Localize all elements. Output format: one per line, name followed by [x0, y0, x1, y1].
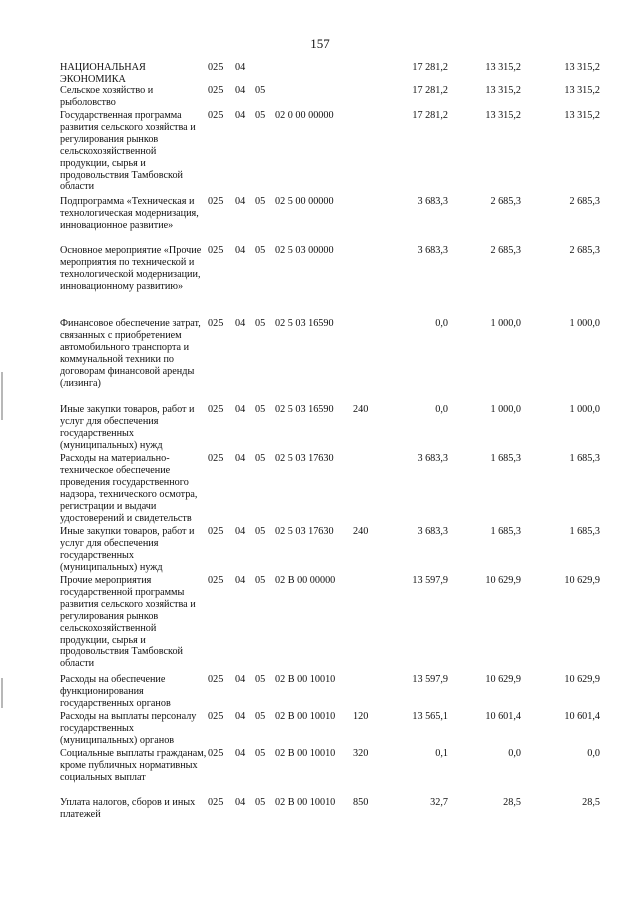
- table-row: [60, 748, 600, 797]
- row-name: Государственная программа развития сельского хозяйства и регулирования рынков сельскохозяйственной продукции, сырья и продовольствия Тамбовской области: [60, 110, 196, 193]
- row-vr: 850: [353, 797, 369, 808]
- row-pr: 05: [255, 575, 266, 586]
- row-year1: 3 683,3: [417, 196, 448, 207]
- row-cs: 02 5 03 16590: [275, 318, 334, 329]
- row-pr: 05: [255, 110, 266, 121]
- row-pr: 05: [255, 453, 266, 464]
- row-pr: 05: [255, 318, 266, 329]
- row-gr: 025: [208, 404, 224, 415]
- row-year3: 10 629,9: [564, 575, 600, 586]
- row-name: Подпрограмма «Техническая и технологическая модернизация, инновационное развитие»: [60, 196, 199, 231]
- row-year1: 0,0: [435, 318, 448, 329]
- row-year3: 13 315,2: [564, 85, 600, 96]
- row-cs: 02 В 00 10010: [275, 797, 336, 808]
- row-cs: 02 5 03 17630: [275, 453, 334, 464]
- row-pr: 05: [255, 674, 266, 685]
- row-year2: 1 000,0: [490, 404, 521, 415]
- row-year1: 13 597,9: [412, 674, 448, 685]
- row-gr: 025: [208, 245, 224, 256]
- row-name: Расходы на материально-техническое обеспечение проведения государственного надзора, технического осмотра, регистрации и выдачи удостоверений и свидетельств: [60, 453, 198, 524]
- row-gr: 025: [208, 110, 224, 121]
- row-gr: 025: [208, 318, 224, 329]
- row-year1: 17 281,2: [412, 85, 448, 96]
- row-year1: 17 281,2: [412, 62, 448, 73]
- row-name: Уплата налогов, сборов и иных платежей: [60, 797, 196, 820]
- row-gr: 025: [208, 196, 224, 207]
- row-year3: 1 685,3: [569, 526, 600, 537]
- row-name: Основное мероприятие «Прочие мероприятия по технической и технологической модернизации, инновационному развитию»: [60, 245, 202, 292]
- row-year3: 13 315,2: [564, 110, 600, 121]
- row-year2: 10 629,9: [485, 575, 521, 586]
- row-name: Расходы на обеспечение функционирования государственных органов: [60, 674, 171, 709]
- row-gr: 025: [208, 797, 224, 808]
- row-year1: 3 683,3: [417, 526, 448, 537]
- row-gr: 025: [208, 526, 224, 537]
- row-cs: 02 В 00 00000: [275, 575, 336, 586]
- row-year3: 13 315,2: [564, 62, 600, 73]
- table-row: [60, 575, 600, 674]
- table-row: [60, 245, 600, 318]
- row-year3: 0,0: [587, 748, 600, 759]
- row-gr: 025: [208, 748, 224, 759]
- row-pr: 05: [255, 748, 266, 759]
- scan-edge-mark: [1, 678, 3, 708]
- row-gr: 025: [208, 575, 224, 586]
- row-year2: 10 629,9: [485, 674, 521, 685]
- row-year2: 13 315,2: [485, 110, 521, 121]
- row-name: НАЦИОНАЛЬНАЯ ЭКОНОМИКА: [60, 62, 146, 85]
- row-rz: 04: [235, 453, 246, 464]
- row-cs: 02 5 00 00000: [275, 196, 334, 207]
- row-rz: 04: [235, 85, 246, 96]
- row-vr: 120: [353, 711, 369, 722]
- row-year1: 0,0: [435, 404, 448, 415]
- row-pr: 05: [255, 526, 266, 537]
- row-name: Финансовое обеспечение затрат, связанных с приобретением автомобильного транспорта и коммунальной техники по договорам финансовой аренды (лизинга): [60, 318, 201, 389]
- table-row: [60, 453, 600, 526]
- row-name: Иные закупки товаров, работ и услуг для обеспечения государственных (муниципальных) нужд: [60, 526, 195, 573]
- row-gr: 025: [208, 674, 224, 685]
- row-vr: 240: [353, 526, 369, 537]
- row-year1: 17 281,2: [412, 110, 448, 121]
- row-gr: 025: [208, 711, 224, 722]
- row-year2: 1 685,3: [490, 526, 521, 537]
- row-year1: 32,7: [430, 797, 448, 808]
- row-cs: 02 В 00 10010: [275, 711, 336, 722]
- row-year2: 0,0: [508, 748, 521, 759]
- row-cs: 02 5 03 16590: [275, 404, 334, 415]
- row-rz: 04: [235, 110, 246, 121]
- row-vr: 240: [353, 404, 369, 415]
- row-rz: 04: [235, 797, 246, 808]
- row-gr: 025: [208, 85, 224, 96]
- table-row: [60, 196, 600, 245]
- row-year1: 13 597,9: [412, 575, 448, 586]
- row-rz: 04: [235, 575, 246, 586]
- page-number: 157: [310, 36, 330, 51]
- row-year3: 2 685,3: [569, 245, 600, 256]
- row-year2: 2 685,3: [490, 196, 521, 207]
- row-cs: 02 5 03 17630: [275, 526, 334, 537]
- row-name: Социальные выплаты гражданам, кроме публичных нормативных социальных выплат: [60, 748, 207, 783]
- row-pr: 05: [255, 245, 266, 256]
- row-year1: 3 683,3: [417, 453, 448, 464]
- row-year2: 1 000,0: [490, 318, 521, 329]
- table-row: [60, 797, 600, 823]
- row-year2: 1 685,3: [490, 453, 521, 464]
- row-gr: 025: [208, 453, 224, 464]
- row-rz: 04: [235, 62, 246, 73]
- row-cs: 02 0 00 00000: [275, 110, 334, 121]
- row-year3: 1 000,0: [569, 404, 600, 415]
- budget-table: [60, 62, 600, 823]
- row-pr: 05: [255, 797, 266, 808]
- table-row: [60, 526, 600, 575]
- row-vr: 320: [353, 748, 369, 759]
- row-year1: 3 683,3: [417, 245, 448, 256]
- row-rz: 04: [235, 245, 246, 256]
- row-pr: 05: [255, 404, 266, 415]
- row-year2: 13 315,2: [485, 85, 521, 96]
- row-rz: 04: [235, 404, 246, 415]
- row-cs: 02 В 00 10010: [275, 674, 336, 685]
- row-name: Иные закупки товаров, работ и услуг для обеспечения государственных (муниципальных) нужд: [60, 404, 195, 451]
- table-row: [60, 110, 600, 196]
- row-year3: 1 685,3: [569, 453, 600, 464]
- row-rz: 04: [235, 674, 246, 685]
- row-year3: 28,5: [582, 797, 600, 808]
- table-row: [60, 404, 600, 453]
- row-year3: 10 601,4: [564, 711, 600, 722]
- table-row: [60, 674, 600, 711]
- row-year3: 10 629,9: [564, 674, 600, 685]
- table-row: [60, 711, 600, 748]
- row-pr: 05: [255, 196, 266, 207]
- row-pr: 05: [255, 85, 266, 96]
- row-cs: 02 5 03 00000: [275, 245, 334, 256]
- row-rz: 04: [235, 196, 246, 207]
- row-year3: 2 685,3: [569, 196, 600, 207]
- scan-edge-mark: [1, 372, 3, 420]
- table-row: [60, 318, 600, 404]
- row-rz: 04: [235, 748, 246, 759]
- row-rz: 04: [235, 526, 246, 537]
- row-year3: 1 000,0: [569, 318, 600, 329]
- row-name: Расходы на выплаты персоналу государственных (муниципальных) органов: [60, 711, 197, 746]
- row-year2: 2 685,3: [490, 245, 521, 256]
- row-rz: 04: [235, 711, 246, 722]
- row-year1: 13 565,1: [412, 711, 448, 722]
- row-year2: 10 601,4: [485, 711, 521, 722]
- row-cs: 02 В 00 10010: [275, 748, 336, 759]
- row-name: Прочие мероприятия государственной программы развития сельского хозяйства и регулирования рынков сельскохозяйственной продукции, сырья и продовольствия Тамбовской области: [60, 575, 196, 670]
- table-row: [60, 62, 600, 85]
- row-rz: 04: [235, 318, 246, 329]
- row-gr: 025: [208, 62, 224, 73]
- row-name: Сельское хозяйство и рыболовство: [60, 85, 154, 108]
- row-year1: 0,1: [435, 748, 448, 759]
- table-row: [60, 85, 600, 110]
- row-pr: 05: [255, 711, 266, 722]
- row-year2: 13 315,2: [485, 62, 521, 73]
- row-year2: 28,5: [503, 797, 521, 808]
